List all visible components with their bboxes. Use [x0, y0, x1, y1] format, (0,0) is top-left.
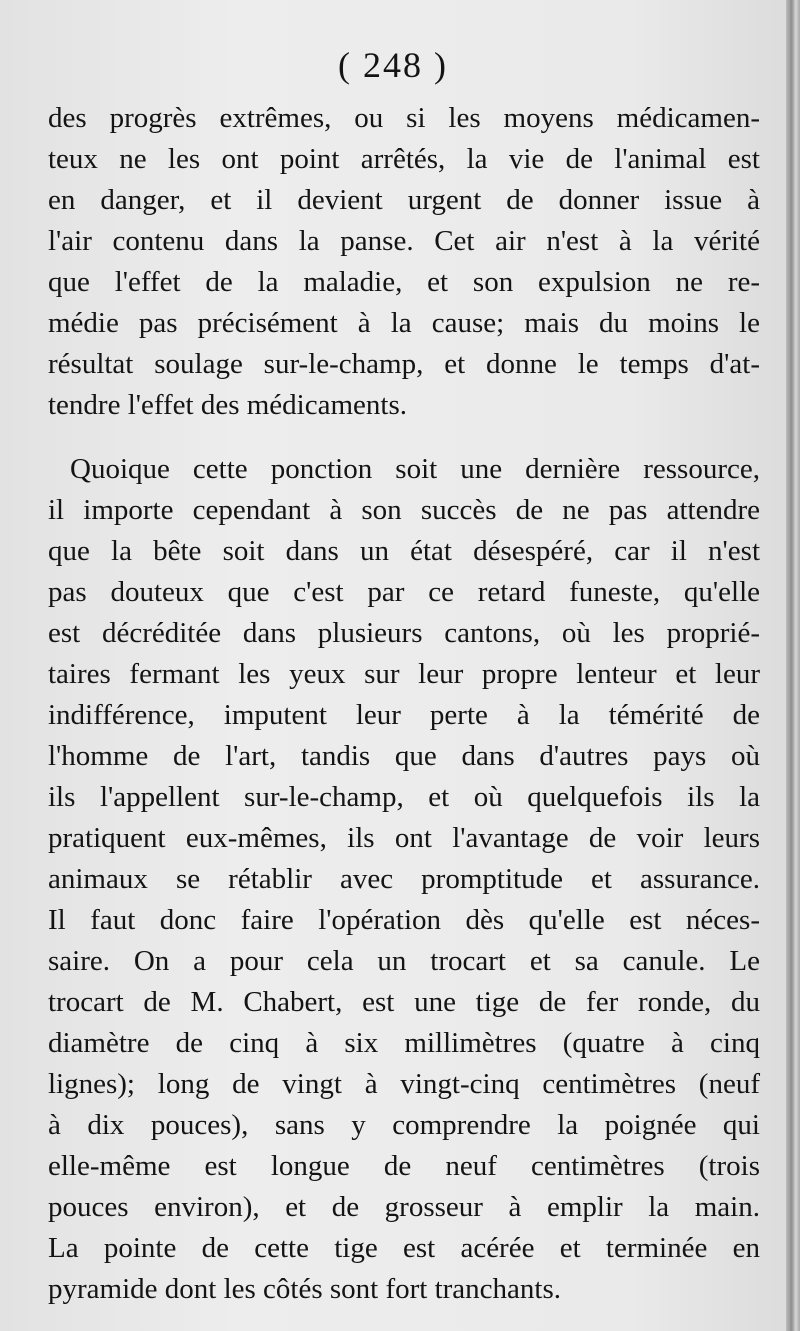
text-line: animaux se rétablir avec promptitude et assurance. [48, 863, 760, 895]
text-line: l'homme de l'art, tandis que dans d'autres pays où [48, 740, 760, 772]
page-edge [786, 0, 800, 1331]
text-line: elle-même est longue de neuf centimètres (trois [48, 1150, 760, 1182]
text-line: La pointe de cette tige est acérée et terminée en [48, 1232, 760, 1264]
text-line: l'air contenu dans la panse. Cet air n'est à la vérité [48, 225, 760, 257]
text-line: que l'effet de la maladie, et son expulsion ne re- [48, 266, 760, 298]
text-line: taires fermant les yeux sur leur propre lenteur et leur [48, 658, 760, 690]
text-line: des progrès extrêmes, ou si les moyens médicamen- [48, 102, 760, 134]
text-line: pouces environ), et de grosseur à emplir la main. [48, 1191, 760, 1223]
text-line: teux ne les ont point arrêtés, la vie de l'animal est [48, 143, 760, 175]
text-line: tendre l'effet des médicaments. [48, 389, 407, 421]
text-line: diamètre de cinq à six millimètres (quatre à cinq [48, 1027, 760, 1059]
text-line: Il faut donc faire l'opération dès qu'elle est néces- [48, 904, 760, 936]
text-line: saire. On a pour cela un trocart et sa canule. Le [48, 945, 760, 977]
text-line: pas douteux que c'est par ce retard funeste, qu'elle [48, 576, 760, 608]
text-line: Quoique cette ponction soit une dernière ressource, [70, 453, 760, 485]
text-line: à dix pouces), sans y comprendre la poignée qui [48, 1109, 760, 1141]
text-line: médie pas précisément à la cause; mais du moins le [48, 307, 760, 339]
paragraph-gap [48, 426, 760, 449]
text-line: est décréditée dans plusieurs cantons, où les proprié- [48, 617, 760, 649]
paragraph-1 [48, 98, 760, 426]
text-line: pratiquent eux-mêmes, ils ont l'avantage de voir leurs [48, 822, 760, 854]
text-line: il importe cependant à son succès de ne pas attendre [48, 494, 760, 526]
text-line: trocart de M. Chabert, est une tige de fer ronde, du [48, 986, 760, 1018]
text-line: résultat soulage sur-le-champ, et donne le temps d'at- [48, 348, 760, 380]
text-line: lignes); long de vingt à vingt-cinq centimètres (neuf [48, 1068, 760, 1100]
paragraph-2 [48, 449, 760, 1310]
page-number: ( 248 ) [338, 45, 448, 85]
body-text [48, 98, 760, 1310]
text-line: ils l'appellent sur-le-champ, et où quelquefois ils la [48, 781, 760, 813]
text-line: pyramide dont les côtés sont fort tranchants. [48, 1273, 562, 1305]
text-line: en danger, et il devient urgent de donner issue à [48, 184, 760, 216]
text-line: indifférence, imputent leur perte à la témérité de [48, 699, 760, 731]
text-line: que la bête soit dans un état désespéré, car il n'est [48, 535, 760, 567]
